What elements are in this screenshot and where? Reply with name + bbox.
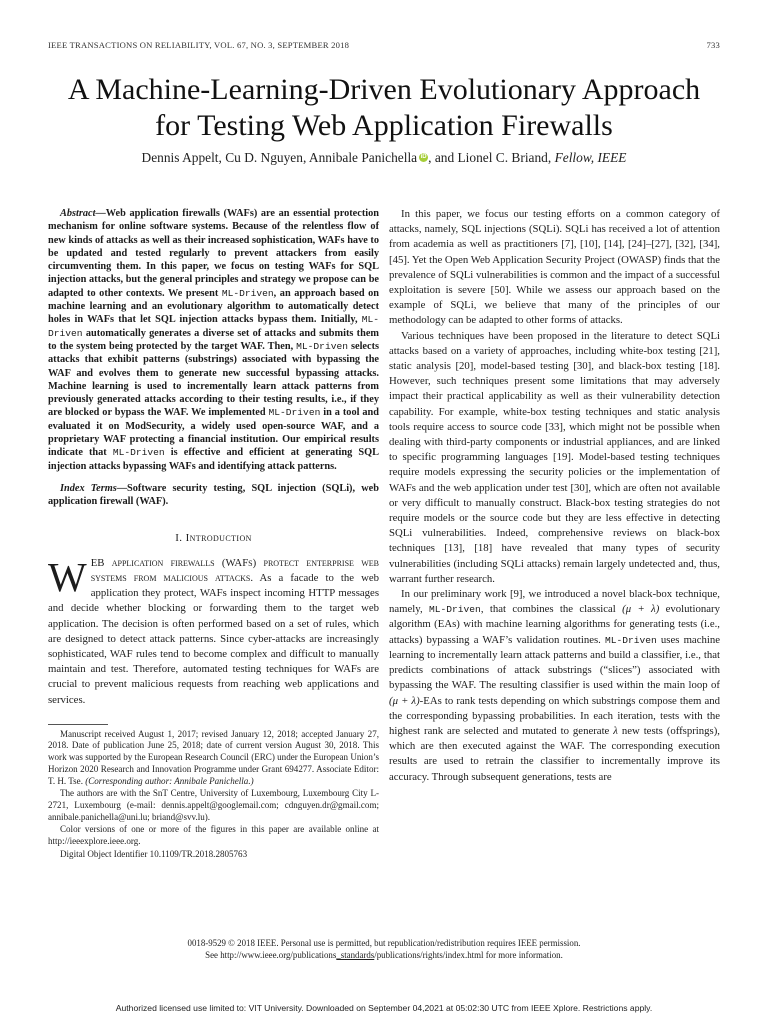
license-notice: Authorized licensed use limited to: VIT University. Downloaded on September 04,2021 at 05:02:30 UTC from IEEE Xplore. Restrictions apply. [115, 1003, 653, 1013]
footnote-rule [48, 724, 108, 725]
copyright-line: 0018-9529 © 2018 IEEE. Personal use is permitted, but republication/redistribution requires IEEE permission. [187, 938, 581, 948]
math-expression: (μ + λ) [389, 694, 420, 707]
body-paragraph: In this paper, we focus our testing efforts on a common category of attacks, namely, SQL injections (SQLi). SQLi has received a lot of attention from academia as well as practitioners [7], [10], [14], [24]–[27], [32], [34], [45]. Yet the Open Web Application Security Project (OWASP) finds that the prevalence of SQLi vulnerabilities is common and the impact of a successful exploitation is severe [50]. While we assess our approach based on the example of SQLi, we believe that many of the principles of our methodology can be adapted to other forms of attacks. [389, 208, 720, 327]
left-column [48, 207, 379, 862]
math-symbol: λ [613, 724, 618, 737]
title-line-1: A Machine-Learning-Driven Evolutionary Approach [67, 73, 701, 106]
permissions-link[interactable]: See http://www.ieee.org/publications_standards/publications/rights/index.html for more information. [205, 950, 563, 960]
author-fellow-title: Fellow, IEEE [554, 150, 627, 165]
orcid-icon[interactable]: iD [420, 154, 427, 160]
author-names: Dennis Appelt, Cu D. Nguyen, Annibale Panichella [141, 150, 418, 165]
author-names-continued: , and Lionel C. Briand, [428, 150, 555, 165]
math-expression: (μ + λ) [622, 603, 660, 616]
intro-paragraph: WEB application firewalls (WAFs) protect enterprise web systems from malicious attacks. As a facade to the web application they protect, WAFs inspect incoming HTTP messages and decide whether blocking or forwarding them to the target web application. The decision is often performed based on a set of rules, which are designed to detect attack patterns. Since cyber-attacks are increasingly sophisticated, WAF rules tend to become complex and difficult to manually maintain and test. Therefore, automated testing techniques for WAFs are crucial to prevent malicious requests from reaching web applications and services. [48, 553, 380, 706]
footnote-doi: Digital Object Identifier 10.1109/TR.2018.2805763 [60, 848, 248, 859]
footnote-manuscript: Manuscript received August 1, 2017; revised January 12, 2018; accepted January 27, 2018. Date of publication June 25, 2018; date of current version August 30, 2018. This work was supported by the European Research Council (ERC) under the European Union’s Horizon 2020 Research and Innovation Programme under Grant 694277. Associate Editor: T. H. Tse. (Corresponding author: Annibale Panichella.) [48, 728, 379, 786]
footnote-affiliation: The authors are with the SnT Centre, University of Luxembourg, Luxembourg City L-2721, Luxembourg (e-mail: dennis.appelt@googlemail.com; cdnguyen.dr@gmail.com; annibale.panichella@uni.lu; briand@svv.lu). [48, 788, 379, 822]
drop-cap: W [48, 553, 87, 600]
copyright-footer [40, 937, 728, 961]
abstract-label: Abstract— [60, 208, 106, 219]
tool-name: ML-Driven [296, 340, 348, 352]
tool-name: ML-Driven [268, 407, 321, 419]
title-line-2: for Testing Web Application Firewalls [155, 109, 613, 142]
index-terms: Index Terms—Software security testing, SQL injection (SQLi), web application firewall (WAF). [48, 482, 379, 508]
tool-name: ML-Driven [604, 634, 657, 646]
footnotes [48, 724, 379, 861]
body-paragraph: Various techniques have been proposed in the literature to detect SQLi attacks based on a variety of approaches, including white-box testing [21], static analysis [20], model-based testing [30], and black-box testing [18]. However, such techniques present some limitations that may adversely impact their practical applicability as well as their vulnerability detection capability. For example, white-box testing techniques and static analysis tools require access to source code [33], which might not be possible when dealing with third-party components or industrial appliances, and are linked to specific programming languages [19]. Model-based testing techniques require models expressing the security policies or the implementation of WAFs and the web application under test [30], which are often not available or very difficult to manually construct. Black-box testing strategies do not require models or the source code but they are less effective in detecting SQLi vulnerabilities. Indeed, comprehensive reviews on black-box techniques [13], [18] have revealed that many types of security vulnerabilities (including SQLi attacks) remain largely undetected and, thus, warrant further research. [389, 329, 720, 585]
paper-title [40, 72, 728, 144]
tool-name: ML-Driven [221, 287, 274, 299]
running-header-journal: IEEE TRANSACTIONS ON RELIABILITY, VOL. 67, NO. 3, SEPTEMBER 2018 [48, 40, 350, 50]
footnote-color-versions: Color versions of one or more of the figures in this paper are available online at http://ieeexplore.ieee.org. [48, 824, 379, 847]
index-terms-label: Index Terms— [60, 482, 128, 494]
abstract: Abstract—Web application firewalls (WAFs) are an essential protection mechanism for online software systems. Because of the relentless flow of new kinds of attacks as well as their increased sophistication, WAFs have to be updated and tested regularly to prevent attackers from easily circumventing them. In this paper, we focus on testing WAFs for SQL injection attacks, but the general principles and strategy we propose can be adapted to other contexts. We present ML-Driven, an approach based on machine learning and an evolutionary algorithm to automatically detect holes in WAFs that let SQL injection attacks bypass them. Initially, ML-Driven automatically generates a diverse set of attacks and submits them to the system being protected by the target WAF. Then, ML-Driven selects attacks that exhibit patterns (substrings) associated with bypassing the WAF and evolves them to generate new successful bypassing attacks. Machine learning is used to incrementally learn attack patterns from previously generated attacks according to their testing results, i.e., if they are blocked or bypass the WAF. We implemented ML-Driven in a tool and evaluated it on ModSecurity, a widely used open-source WAF, and a proprietary WAF protecting a financial institution. Our empirical results indicate that ML-Driven is effective and efficient at generating SQL injection attacks bypassing WAFs and identifying attack patterns. [48, 208, 380, 472]
section-heading-introduction: I. Introduction [175, 531, 252, 544]
tool-name: ML-Driven [48, 314, 379, 339]
author-list [40, 150, 728, 166]
tool-name: ML-Driven [428, 604, 481, 616]
intro-lead-in: EB application firewalls (WAFs) protect enterprise web systems from malicious attacks. [90, 556, 379, 584]
page-number: 733 [706, 40, 720, 50]
tool-name: ML-Driven [112, 447, 165, 459]
right-column [389, 207, 720, 785]
body-paragraph: In our preliminary work [9], we introduced a novel black-box technique, namely, ML-Driven, that combines the classical (μ + λ) evolutionary algorithm (EAs) with machine learning algorithms for generating tests (i.e., attacks) bypassing a WAF’s validation routines. ML-Driven uses machine learning to incrementally learn attack patterns and build a classifier, i.e., that predicts combinations of attack substrings (“slices”) associated with bypassing the WAF. The resulting classifier is used within the main loop of (μ + λ)-EAs to rank tests depending on which substrings compose them and the corresponding bypassing probabilities. In each iteration, tests with the highest rank are selected and mutated to generate λ new tests (offsprings), which are then executed against the WAF. The corresponding execution results are used to retrain the classifier to incrementally improve its accuracy. Through subsequent generations, tests are [389, 588, 720, 783]
